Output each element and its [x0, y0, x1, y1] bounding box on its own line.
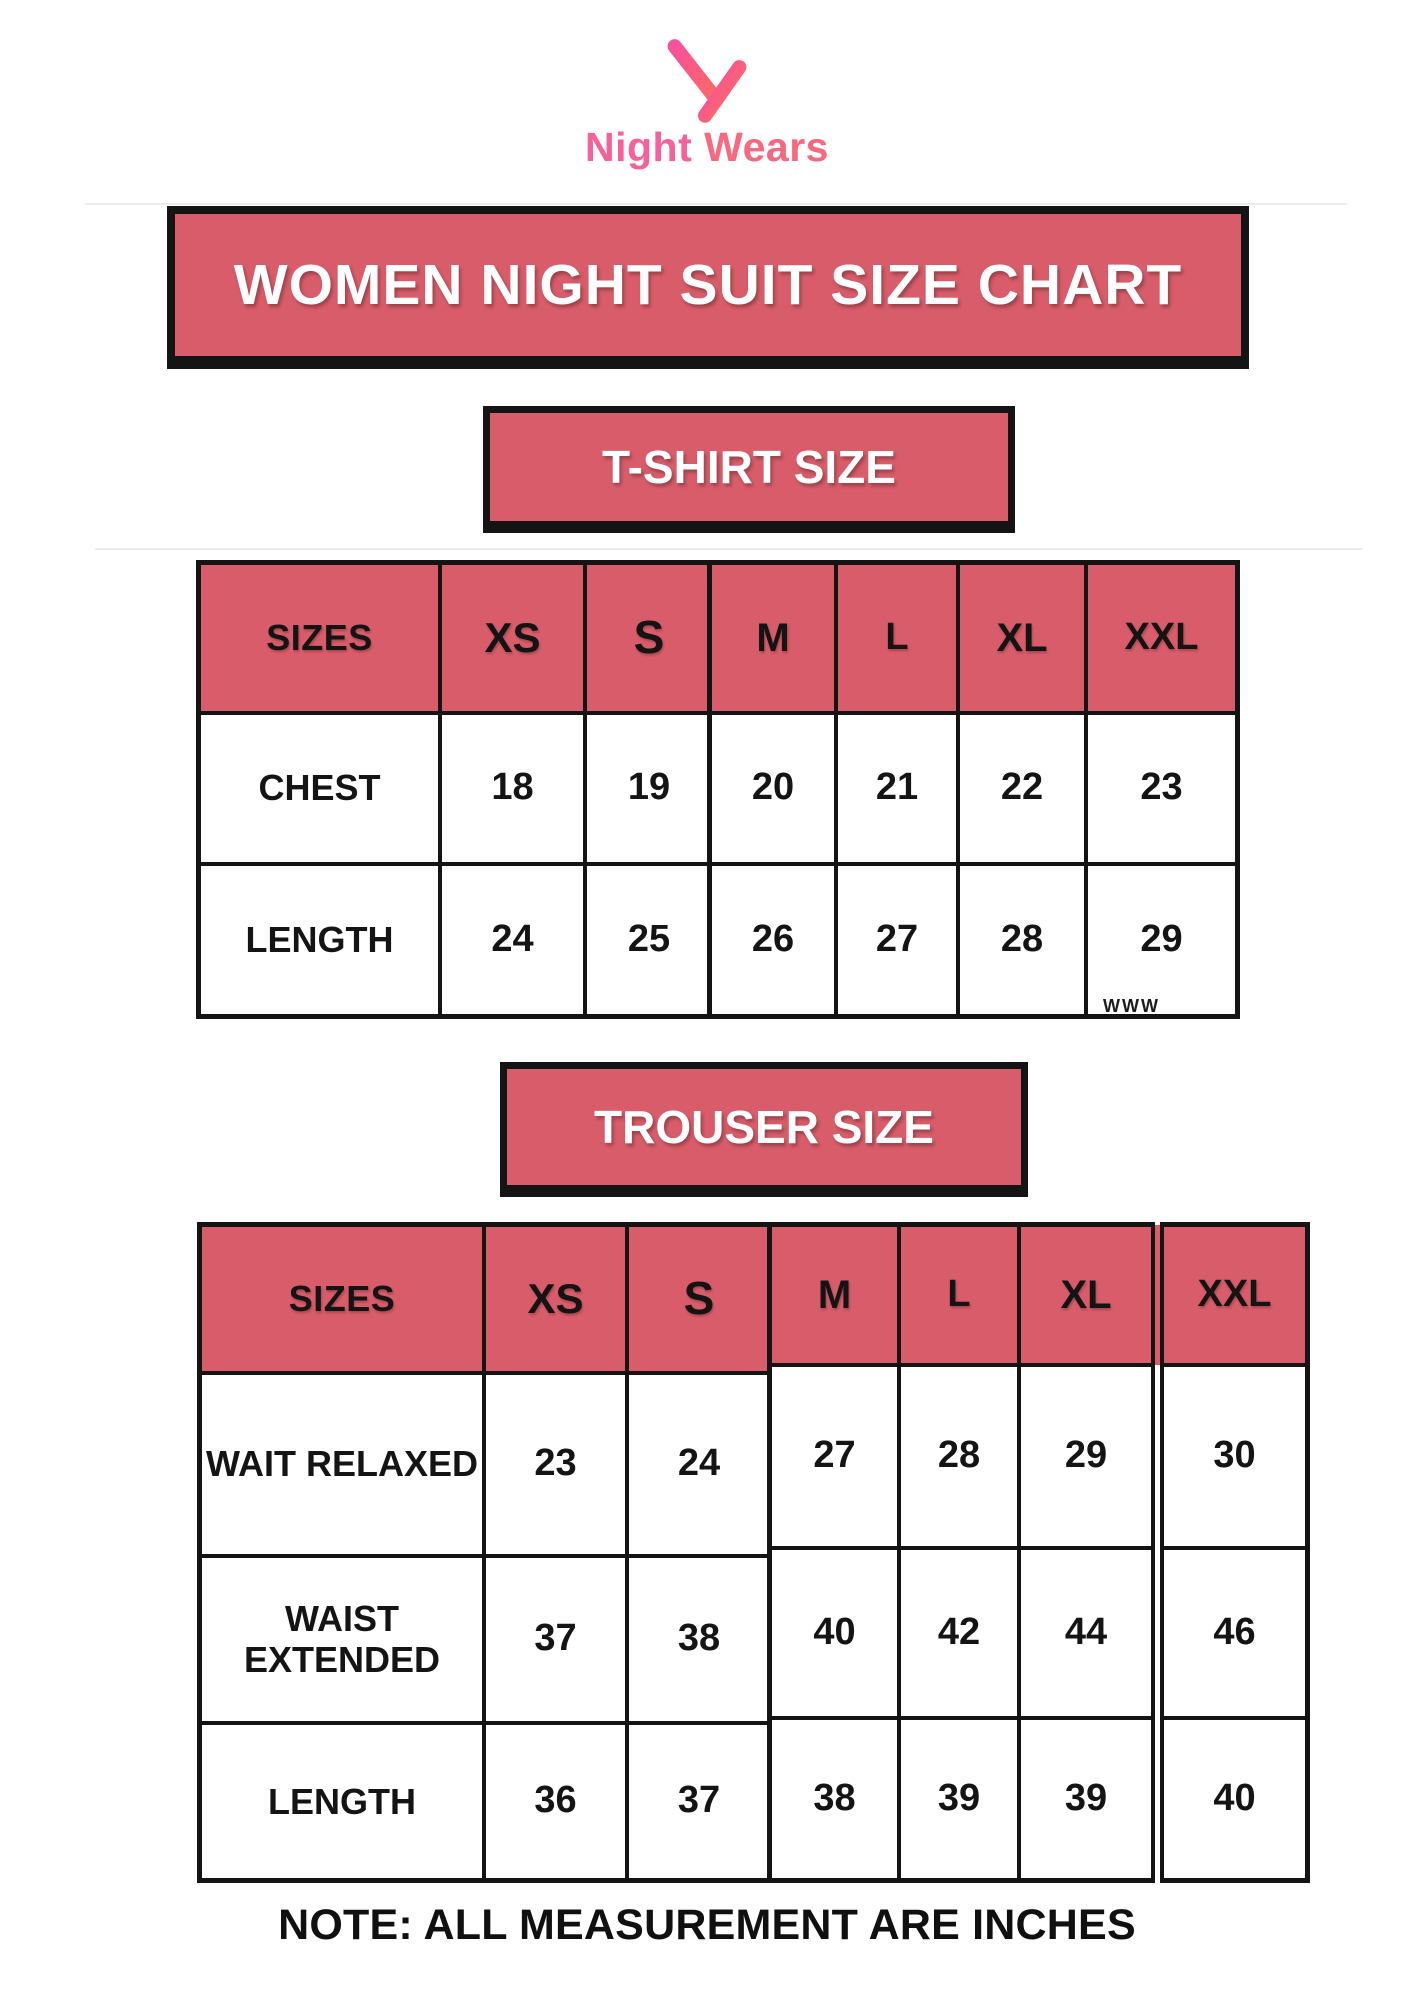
- tshirt-chest-row: [199, 713, 714, 864]
- image-seam-line: [95, 548, 1363, 550]
- trouser-row-label: LENGTH: [200, 1723, 485, 1881]
- tshirt-size-table-right: [707, 560, 1240, 1019]
- trouser-value-cell: 36: [484, 1723, 627, 1881]
- night-wears-logo-icon: [657, 33, 757, 128]
- tshirt-value-cell: 20: [710, 713, 837, 864]
- tshirt-header-cell: XL: [958, 563, 1086, 713]
- trouser-header-row: [770, 1225, 1308, 1365]
- trouser-header-cell: XS: [484, 1225, 627, 1373]
- trouser-value-cell: 46: [1158, 1548, 1308, 1718]
- measurement-note: NOTE: ALL MEASUREMENT ARE INCHES: [278, 1901, 1136, 1949]
- main-title-text: WOMEN NIGHT SUIT SIZE CHART: [233, 253, 1183, 317]
- trouser-header-cell: XL: [1019, 1225, 1158, 1365]
- tshirt-value-cell: 19: [585, 713, 714, 864]
- tshirt-header-cell: M: [710, 563, 837, 713]
- tshirt-value-cell: 28: [958, 864, 1086, 1017]
- trouser-value-cell: 39: [1019, 1718, 1158, 1881]
- image-seam-line: [85, 203, 1347, 205]
- trouser-section-banner: [500, 1062, 1028, 1192]
- brand-word-wears: Wears: [704, 124, 829, 170]
- trouser-waist-relaxed-row: [770, 1365, 1308, 1548]
- trouser-length-row: [770, 1718, 1308, 1881]
- tshirt-length-row: [199, 864, 714, 1017]
- trouser-header-cell: M: [770, 1225, 900, 1365]
- trouser-row-label: WAIST EXTENDED: [200, 1556, 485, 1723]
- trouser-waist-extended-row: [770, 1548, 1308, 1718]
- tshirt-value-cell: 22: [958, 713, 1086, 864]
- trouser-value-cell: 38: [770, 1718, 900, 1881]
- trouser-size-table-right: [767, 1222, 1310, 1883]
- tshirt-value-cell: 24: [440, 864, 585, 1017]
- trouser-value-cell: 42: [899, 1548, 1019, 1718]
- trouser-header-cell: XXL: [1158, 1225, 1308, 1365]
- tshirt-header-cell: L: [836, 563, 958, 713]
- trouser-value-cell: 40: [770, 1548, 900, 1718]
- tshirt-row-label: LENGTH: [199, 864, 441, 1017]
- trouser-header-row: [200, 1225, 772, 1373]
- trouser-value-cell: 44: [1019, 1548, 1158, 1718]
- trouser-value-cell: 37: [627, 1723, 772, 1881]
- tshirt-value-cell: 29: [1086, 864, 1238, 1017]
- trouser-header-cell: S: [627, 1225, 772, 1373]
- trouser-value-cell: 38: [627, 1556, 772, 1723]
- tshirt-header-cell: S: [585, 563, 714, 713]
- trouser-value-cell: 39: [899, 1718, 1019, 1881]
- trouser-value-cell: 24: [627, 1373, 772, 1556]
- trouser-size-table-left: [197, 1222, 774, 1883]
- brand-word-night: Night: [585, 124, 693, 170]
- trouser-row-label: WAIT RELAXED: [200, 1373, 485, 1556]
- trouser-banner-text: TROUSER SIZE: [594, 1101, 934, 1153]
- trouser-value-cell: 37: [484, 1556, 627, 1723]
- trouser-value-cell: 27: [770, 1365, 900, 1548]
- trouser-value-cell: 23: [484, 1373, 627, 1556]
- tshirt-value-cell: 23: [1086, 713, 1238, 864]
- tshirt-header-row: [710, 563, 1238, 713]
- trouser-length-row: [200, 1723, 772, 1881]
- tshirt-value-cell: 18: [440, 713, 585, 864]
- watermark-fragment: WWW: [1103, 998, 1160, 1015]
- tshirt-section-banner: [483, 406, 1015, 528]
- tshirt-banner-text: T-SHIRT SIZE: [602, 441, 896, 493]
- tshirt-header-row: [199, 563, 714, 713]
- tshirt-value-cell: 21: [836, 713, 958, 864]
- tshirt-size-table-left: [196, 560, 716, 1019]
- trouser-value-cell: 28: [899, 1365, 1019, 1548]
- tshirt-header-cell: XXL: [1086, 563, 1238, 713]
- trouser-header-cell: SIZES: [200, 1225, 485, 1373]
- tshirt-value-cell: 27: [836, 864, 958, 1017]
- trouser-value-cell: 29: [1019, 1365, 1158, 1548]
- tshirt-value-cell: 26: [710, 864, 837, 1017]
- trouser-value-cell: 40: [1158, 1718, 1308, 1881]
- tshirt-chest-row: [710, 713, 1238, 864]
- trouser-value-cell: 30: [1158, 1365, 1308, 1548]
- trouser-waist-relaxed-row: [200, 1373, 772, 1556]
- tshirt-length-row: [710, 864, 1238, 1017]
- trouser-header-cell: L: [899, 1225, 1019, 1365]
- brand-wordmark: [507, 124, 907, 171]
- trouser-waist-extended-row: [200, 1556, 772, 1723]
- tshirt-value-cell: 25: [585, 864, 714, 1017]
- tshirt-row-label: CHEST: [199, 713, 441, 864]
- tshirt-header-cell: XS: [440, 563, 585, 713]
- tshirt-header-cell: SIZES: [199, 563, 441, 713]
- main-title-banner: [167, 206, 1249, 364]
